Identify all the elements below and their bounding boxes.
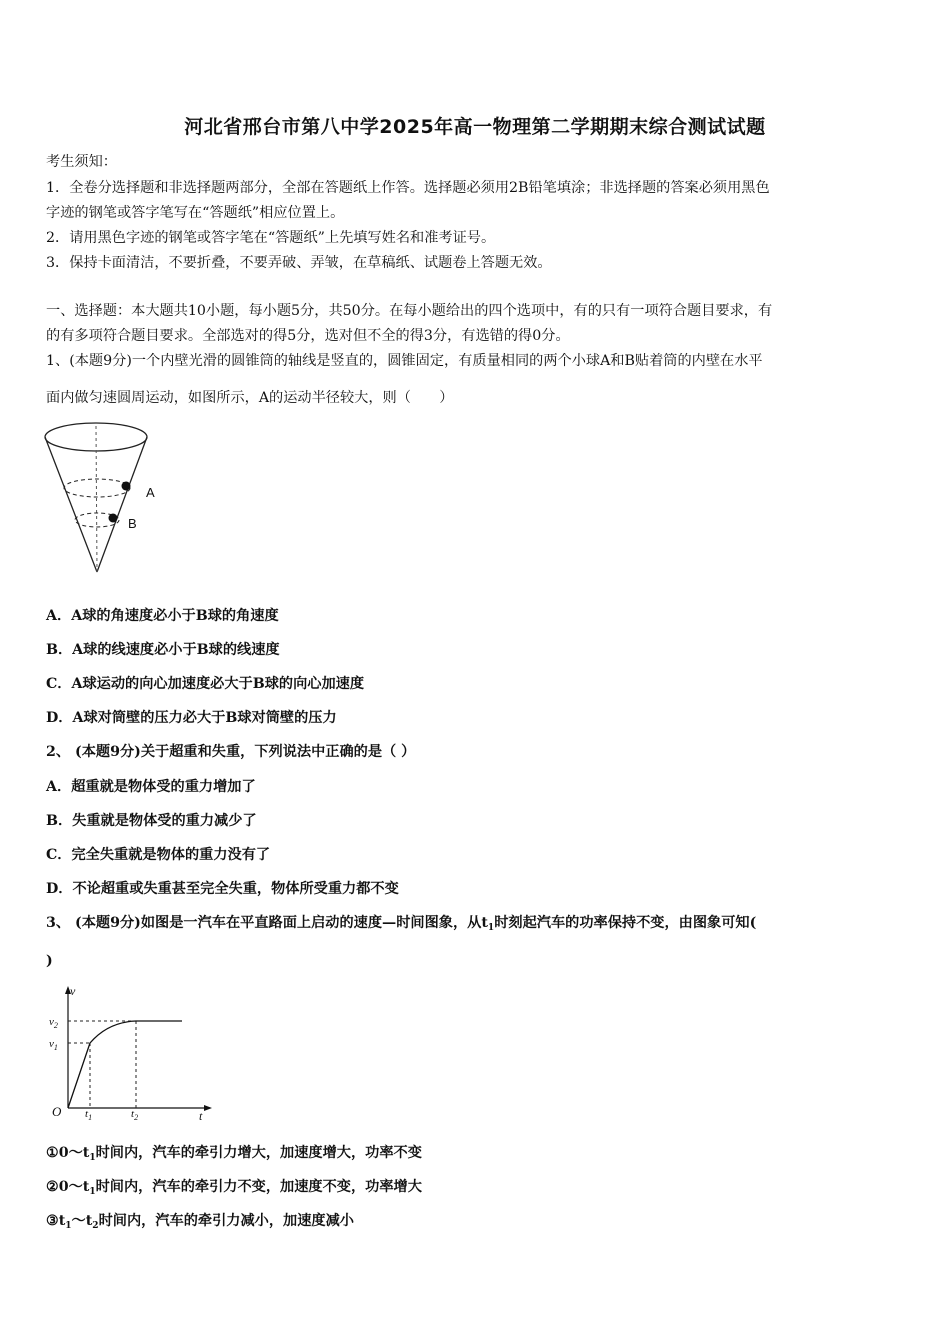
tick-t2: $t_2$ [131,1108,139,1122]
notice-item-1-cont: 字迹的钢笔或答字笔写在“答题纸”相应位置上。 [46,205,345,221]
cone-figure [44,420,174,580]
label-a: A [146,485,155,500]
section-instructions-cont: 的有多项符合题目要求。全部选对的得5分，选对但不全的得3分，有选错的得0分。 [46,328,570,344]
notice-heading: 考生须知： [46,154,117,170]
q1-option-c: C．A球运动的向心加速度必大于B球的向心加速度 [46,676,365,692]
ball-a [122,482,131,491]
question-1-stem-cont: 面内做匀速圆周运动，如图所示，A的运动半径较大，则（ ） [46,390,454,406]
ball-b [109,514,118,523]
velocity-curve [68,1021,182,1108]
q3-statement-2: $②0\sim t_1$时间内，汽车的牵引力不变，加速度不变，功率增大 [46,1179,422,1197]
q3-statement-1: $①0\sim t_1$时间内，汽车的牵引力增大，加速度增大，功率不变 [46,1145,422,1163]
q2-option-b: B．失重就是物体受的重力减少了 [46,813,257,829]
question-3-stem: 3、 (本题9分)如图是一汽车在平直路面上启动的速度—时间图象，从$t_1$时刻起汽车的功率保持不变，由图象可知( [46,915,757,933]
axis-label-v: v [70,984,76,998]
question-1-stem: 1、(本题9分)一个内壁光滑的圆锥筒的轴线是竖直的，圆锥固定，有质量相同的两个小球A和B贴着筒的内壁在水平 [46,353,763,369]
notice-item-3: 3．保持卡面清洁，不要折叠，不要弄破、弄皱，在草稿纸、试题卷上答题无效。 [46,255,552,271]
label-b: B [128,516,137,531]
velocity-time-graph [46,984,216,1124]
section-instructions: 一、选择题：本大题共10小题，每小题5分，共50分。在每小题给出的四个选项中，有的只有一项符合题目要求，有 [46,303,773,319]
q1-option-b: B．A球的线速度必小于B球的线速度 [46,642,280,658]
notice-item-2: 2．请用黑色字迹的钢笔或答字笔在“答题纸”上先填写姓名和准考证号。 [46,230,496,246]
q3-statement-3: $③t_1\sim t_2$时间内，汽车的牵引力减小，加速度减小 [46,1213,354,1231]
axis-label-t: t [199,1109,203,1123]
q2-option-c: C．完全失重就是物体的重力没有了 [46,847,271,863]
q2-option-a: A．超重就是物体受的重力增加了 [46,779,256,795]
notice-item-1: 1．全卷分选择题和非选择题两部分，全部在答题纸上作答。选择题必须用2B铅笔填涂；非选择题的答案必须用黑色 [46,180,770,196]
page-title: 河北省邢台市第八中学2025年高一物理第二学期期末综合测试试题 [184,116,766,138]
tick-v2: $v_2$ [49,1016,58,1030]
q1-option-a: A．A球的角速度必小于B球的角速度 [46,608,279,624]
q1-option-d: D．A球对筒壁的压力必大于B球对筒壁的压力 [46,710,337,726]
question-2-stem: 2、 (本题9分)关于超重和失重，下列说法中正确的是（ ） [46,744,416,760]
q2-option-d: D．不论超重或失重甚至完全失重，物体所受重力都不变 [46,881,399,897]
tick-v1: $v_1$ [49,1038,58,1052]
tick-t1: $t_1$ [85,1108,93,1122]
question-3-stem-end: ) [46,953,53,969]
origin-label: O [52,1104,62,1119]
